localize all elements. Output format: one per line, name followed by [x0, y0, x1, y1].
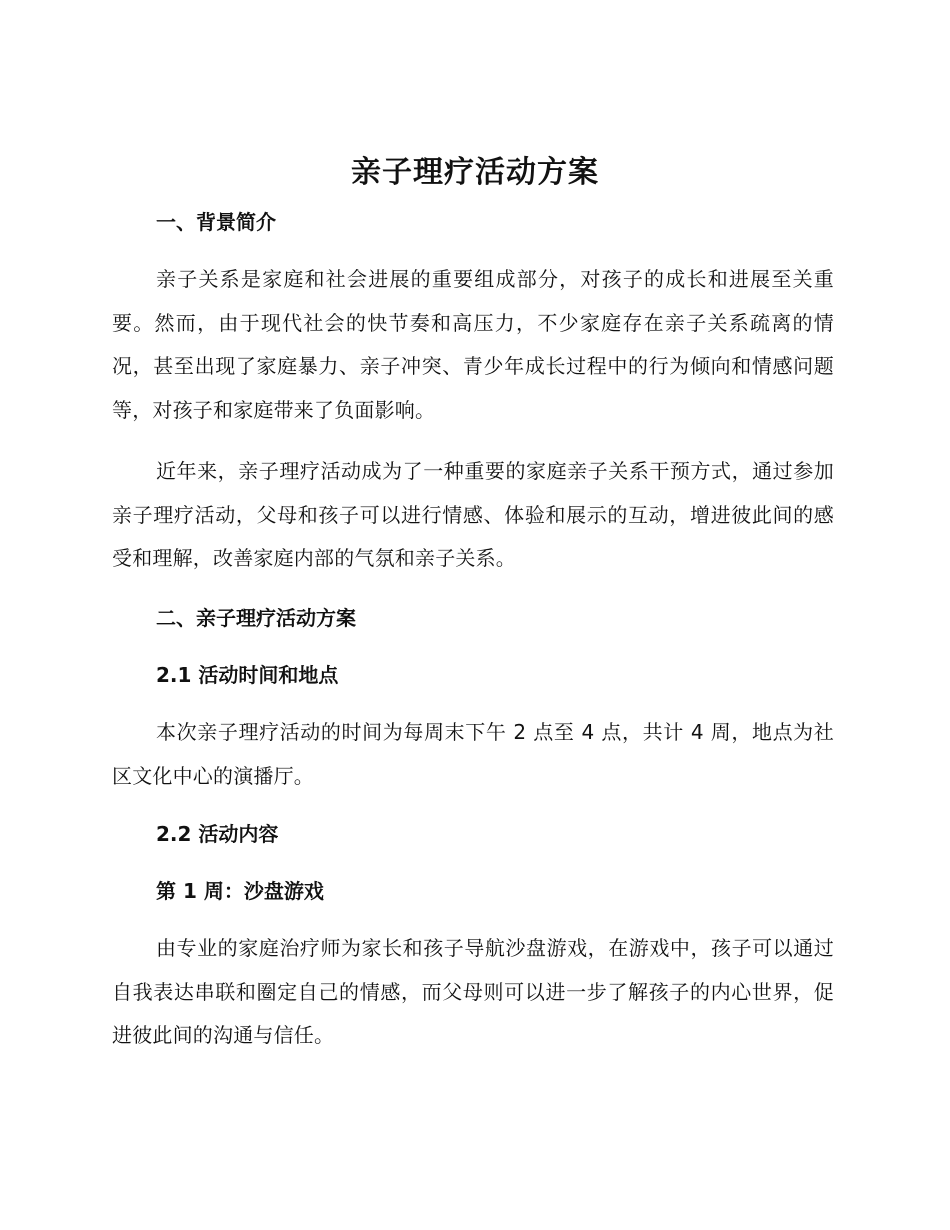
document-title: 亲子理疗活动方案	[351, 155, 599, 190]
subsection-heading-content: 2.2 活动内容	[156, 822, 279, 846]
paragraph-background-2: 近年来，亲子理疗活动成为了一种重要的家庭亲子关系干预方式，通过参加亲子理疗活动，父母和孩子可以进行情感、体验和展示的互动，增进彼此间的感受和理解，改善家庭内部的气氛和亲子关系。	[112, 459, 834, 570]
section-heading-background: 一、背景简介	[156, 210, 276, 234]
paragraph-week1: 由专业的家庭治疗师为家长和孩子导航沙盘游戏，在游戏中，孩子可以通过自我表达串联和圈定自己的情感，而父母则可以进一步了解孩子的内心世界，促进彼此间的沟通与信任。	[112, 936, 834, 1047]
paragraph-background-1: 亲子关系是家庭和社会进展的重要组成部分，对孩子的成长和进展至关重要。然而，由于现代社会的快节奏和高压力，不少家庭存在亲子关系疏离的情况，甚至出现了家庭暴力、亲子冲突、青少年成长过程中的行为倾向和情感问题等，对孩子和家庭带来了负面影响。	[112, 267, 834, 422]
paragraph-time-place: 本次亲子理疗活动的时间为每周末下午 2 点至 4 点，共计 4 周，地点为社区文化中心的演播厅。	[112, 720, 834, 788]
week1-heading: 第 1 周：沙盘游戏	[156, 879, 324, 903]
subsection-heading-time-place: 2.1 活动时间和地点	[156, 663, 339, 687]
section-heading-plan: 二、亲子理疗活动方案	[156, 606, 356, 630]
